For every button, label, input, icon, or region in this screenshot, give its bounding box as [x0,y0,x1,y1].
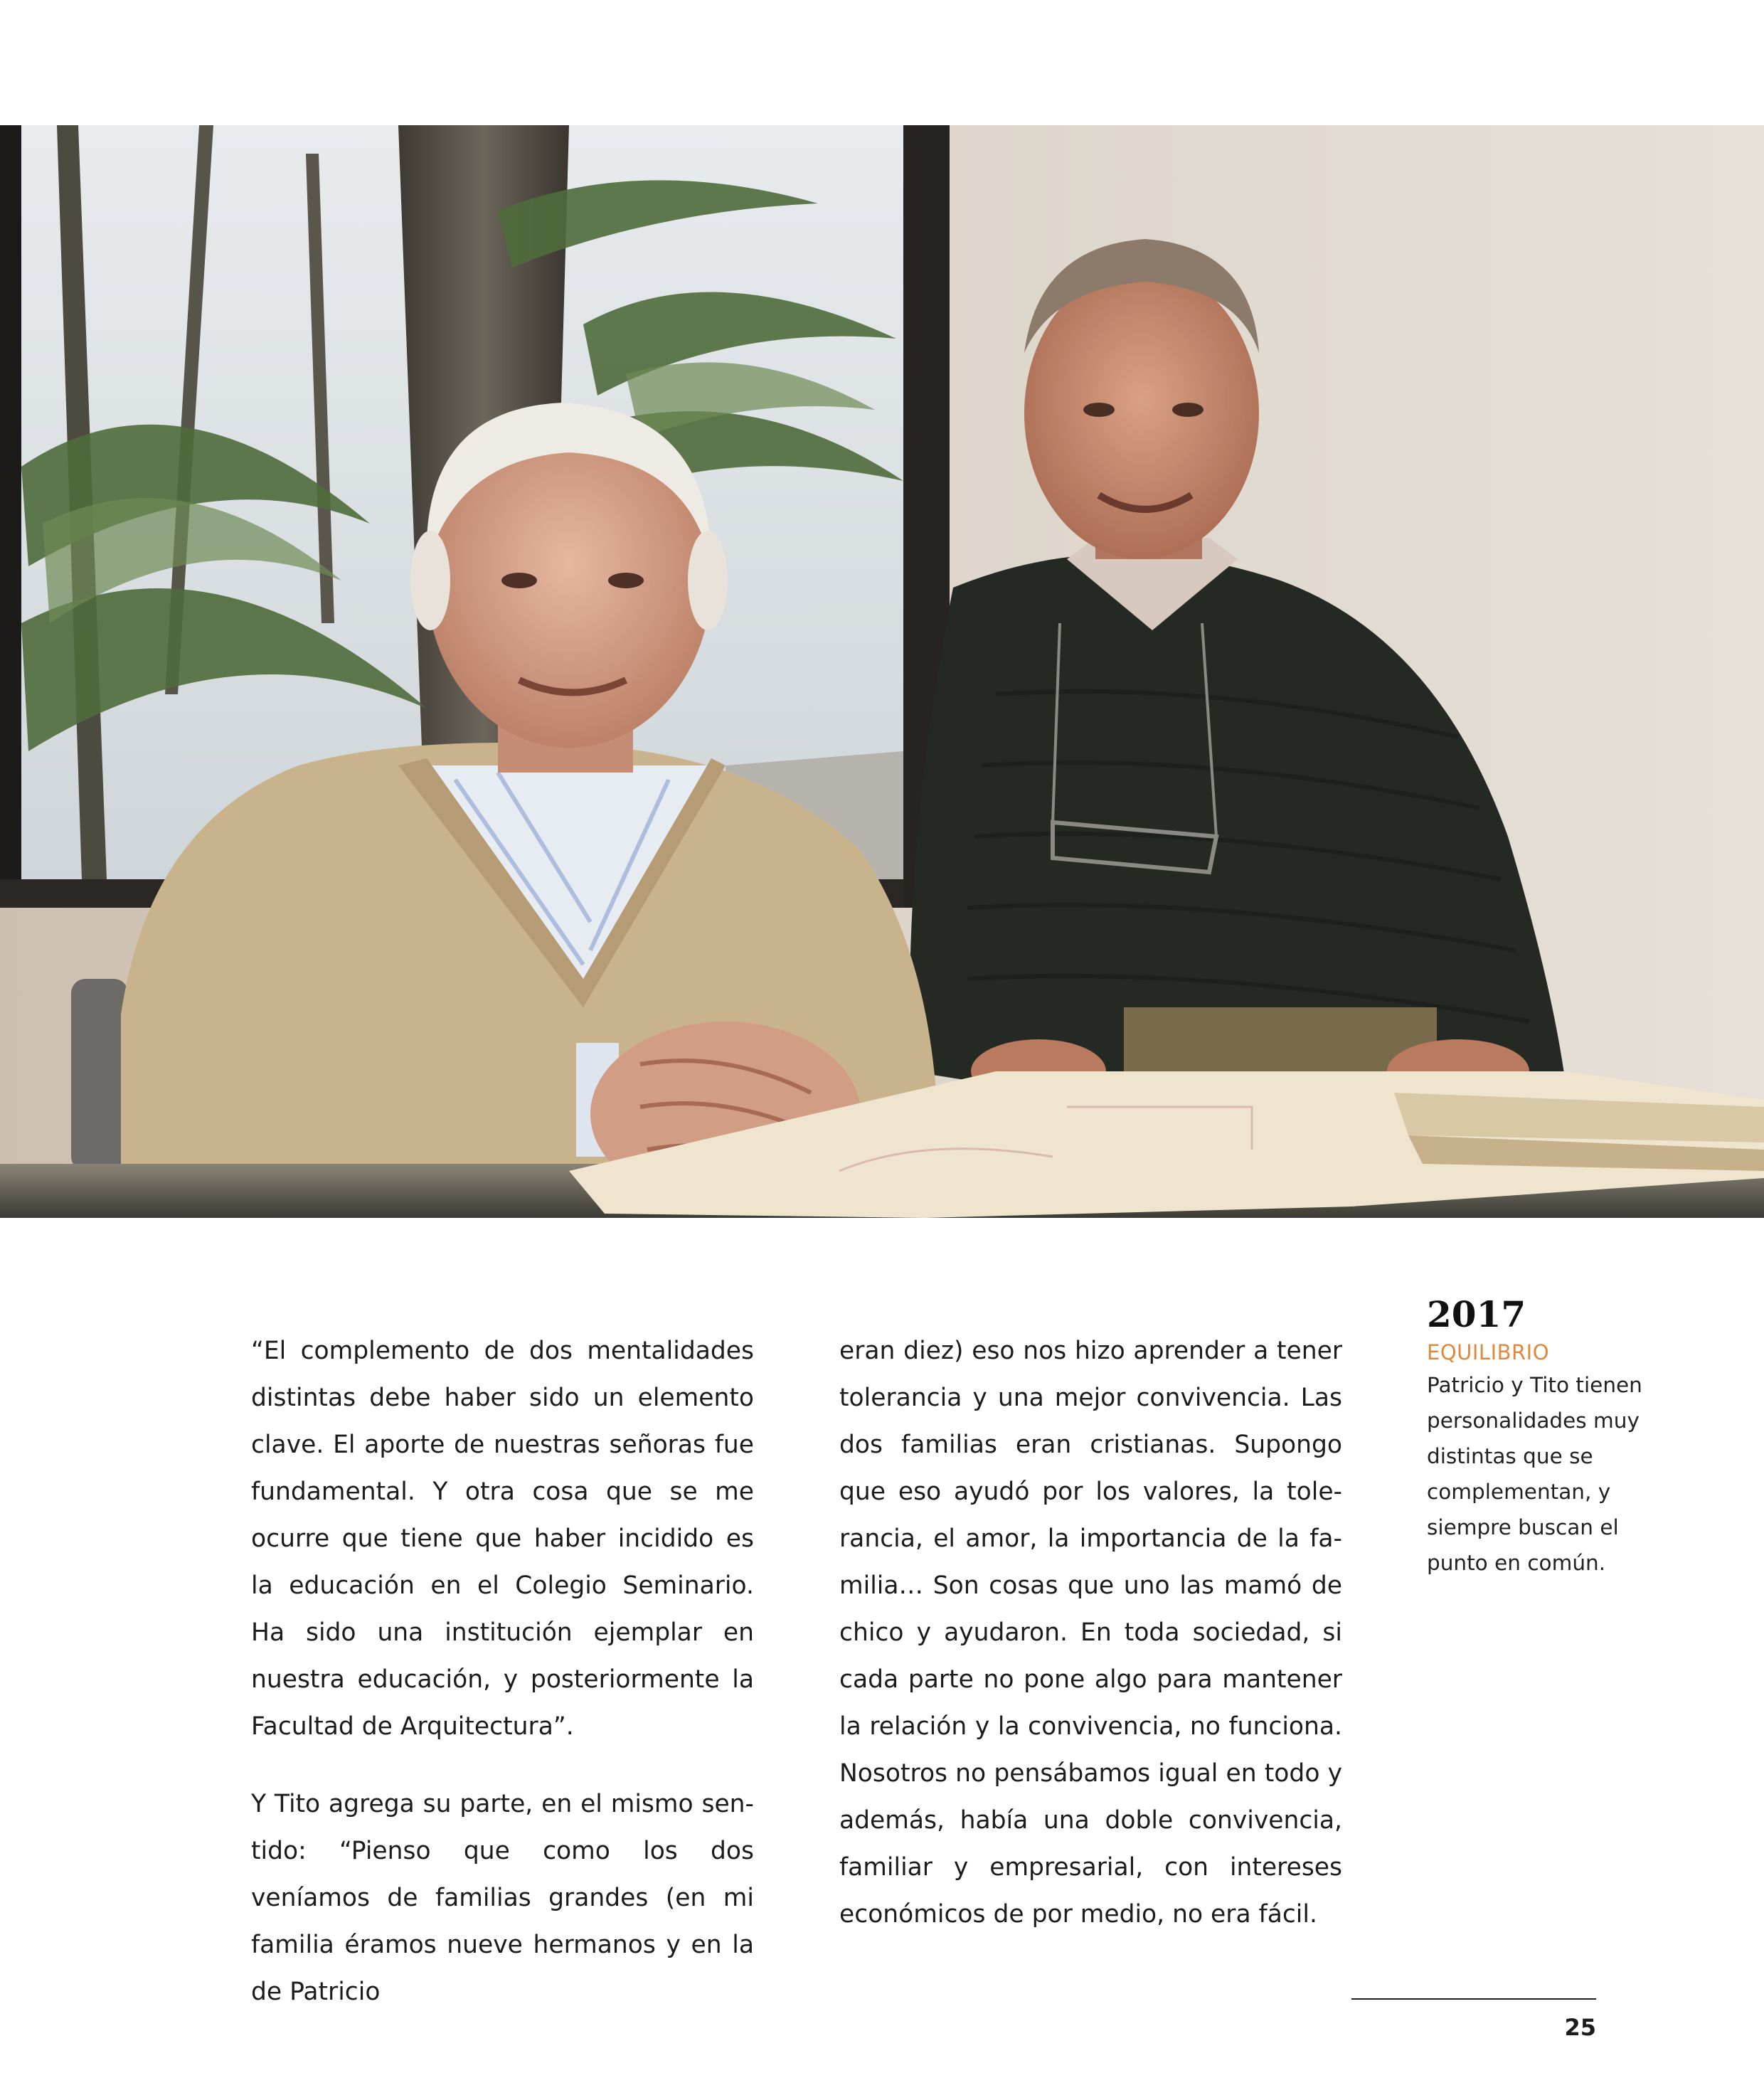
article-paragraph: Y Tito agrega su parte, en el mismo sentido: “Pienso que como los dos veníamos de familias grandes (en mi familia éramos nueve hermanos y en la de Patricio [251,1790,754,2006]
article-column-right [839,1327,1342,1938]
article-paragraph: “El complemento de dos mentalidades distintas debe haber sido un elemento clave. El aporte de nuestras señoras fue fundamental. Y otra cosa que se me ocurre que tiene que haber incidido es la educación en el Colegio Seminario. Ha sido una institución ejemplar en nuestra educación, y posteriormente la Facultad de Arquitectura”. [251,1337,754,1741]
article-column-left [251,1327,754,2015]
sidebar-note [1427,1292,1662,1581]
sidebar-caption: Patricio y Tito tienen personalidades muy distintas que se complementan, y siempre buscan el punto en común. [1427,1373,1642,1575]
photo [0,125,1764,1218]
sidebar-kicker: EQUILIBRIO [1427,1340,1550,1364]
sidebar-year: 2017 [1427,1293,1526,1335]
article-paragraph: eran diez) eso nos hizo aprender a tener tolerancia y una mejor convivencia. Las dos familias eran cristianas. Supongo que eso ayudó por los valores, la tolerancia, el amor, la importancia de la familia… Son cosas que uno las mamó de chico y ayudaron. En toda sociedad, si cada parte no pone algo para mantener la relación y la convivencia, no funciona. Nosotros no pensábamos igual en todo y además, había una doble convivencia, familiar y empresarial, con intereses económicos de por medio, no era fácil. [839,1337,1342,1929]
footer-rule [1351,1998,1596,2000]
page-number: 25 [1564,2014,1596,2041]
photo-illustration [0,125,1764,1218]
